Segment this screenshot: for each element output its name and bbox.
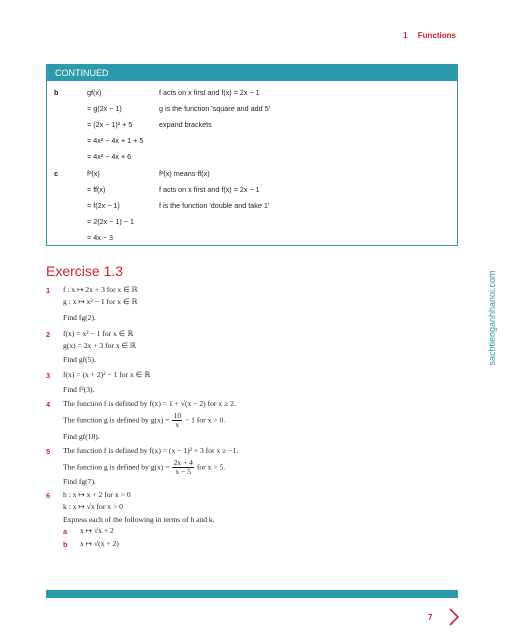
question-number: 6 [46, 491, 51, 500]
question-line: f(x) = (x + 2)² − 1 for x ∈ ℝ [63, 370, 151, 379]
working-expression: = 2(2x − 1) − 1 [87, 217, 134, 226]
part-label: b [54, 88, 59, 97]
fraction-numerator: 10 [173, 411, 182, 420]
working-expression: = 4x² − 4x + 6 [87, 152, 132, 161]
part-label: a [63, 527, 68, 536]
working-note: f²(x) means ff(x) [159, 169, 210, 178]
question-ask: Express each of the following in terms of h and k. [63, 515, 215, 524]
question-line: g(x) = 2x + 3 for x ∈ ℝ [63, 341, 137, 350]
chevron-right-icon[interactable] [447, 607, 461, 627]
question-ask: Find fg(7). [63, 477, 96, 486]
fraction-numerator: 2x + 4 [173, 458, 193, 467]
exercise-title: Exercise 1.3 [46, 263, 124, 279]
question-ask: Find gf(5). [63, 355, 96, 364]
working-expression: = 4x − 3 [87, 233, 113, 242]
chapter-number: 1 [403, 31, 408, 40]
question-ask: Find gf(18). [63, 432, 100, 441]
question-line: g : x ↦ x² − 1 for x ∈ ℝ [63, 297, 138, 306]
continued-worked-example [46, 64, 458, 246]
question-line: The function f is defined by f(x) = (x − 1)² + 3 for x ≥ −1. [63, 446, 239, 455]
question-line-with-fraction [63, 412, 225, 429]
fraction-tail: − 1 for x > 0. [184, 415, 226, 425]
fraction-tail: for x > 5. [196, 462, 226, 472]
side-watermark [482, 258, 502, 378]
working-note: f acts on x first and f(x) = 2x − 1 [159, 88, 260, 97]
footer-bar [46, 590, 458, 598]
fraction-lead: The function g is defined by g(x) = [63, 415, 170, 425]
question-line: h : x ↦ x + 2 for x > 0 [63, 490, 131, 499]
working-note: g is the function 'square and add 5' [159, 104, 271, 113]
working-expression: = g(2x − 1) [87, 104, 122, 113]
working-expression: f²(x) [87, 169, 100, 178]
page-number: 7 [428, 613, 433, 622]
question-number: 3 [46, 371, 51, 380]
fraction [172, 459, 193, 476]
fraction [172, 412, 182, 429]
question-number: 2 [46, 330, 51, 339]
working-expression: gf(x) [87, 88, 102, 97]
question-number: 5 [46, 447, 51, 456]
question-number: 1 [46, 286, 51, 295]
working-expression: = ff(x) [87, 185, 106, 194]
question-line: The function f is defined by f(x) = 1 + √(x − 2) for x ≥ 2. [63, 399, 236, 408]
chapter-title: Functions [417, 31, 456, 40]
fraction-denominator: x − 5 [175, 467, 192, 476]
working-note: f is the function 'double and take 1' [159, 201, 270, 210]
working-expression: = 4x² − 4x + 1 + 5 [87, 136, 144, 145]
question-line: f : x ↦ 2x + 3 for x ∈ ℝ [63, 285, 138, 294]
question-line-with-fraction [63, 459, 225, 476]
fraction-denominator: x [175, 420, 180, 429]
working-expression: = f(2x − 1) [87, 201, 120, 210]
part-label: c [54, 169, 59, 178]
working-note: f acts on x first and f(x) = 2x − 1 [159, 185, 260, 194]
working-expression: = (2x − 1)² + 5 [87, 120, 133, 129]
part-expression: x ↦ √(x + 2) [80, 539, 119, 548]
question-ask: Find f²(3). [63, 385, 95, 394]
question-line: f(x) = x² − 1 for x ∈ ℝ [63, 329, 134, 338]
part-label: b [63, 540, 68, 549]
question-line: k : x ↦ √x for x > 0 [63, 502, 123, 511]
running-header [403, 31, 456, 40]
watermark-text: sachtienganhhanoi.com [487, 270, 497, 366]
continued-label: CONTINUED [47, 65, 457, 81]
question-number: 4 [46, 400, 51, 409]
working-note: expand brackets [159, 120, 212, 129]
fraction-lead: The function g is defined by g(x) = [63, 462, 170, 472]
question-ask: Find fg(2). [63, 313, 96, 322]
part-expression: x ↦ √x + 2 [80, 526, 114, 535]
